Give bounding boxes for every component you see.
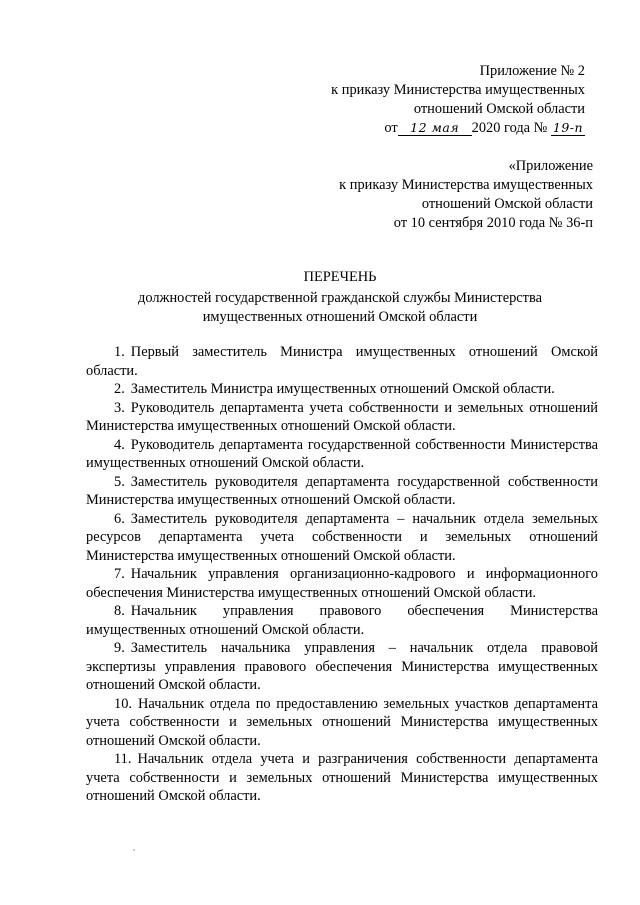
date-prefix: от [384,120,398,136]
item-text: Заместитель Министра имущественных отношений Омской области. [130,381,555,397]
list-item [86,343,598,380]
item-number: 2. [114,381,125,397]
appendix-ministry-line: отношений Омской области [413,101,585,117]
item-text: Заместитель начальника управления – начальник отдела правовой экспертизы управления правового обеспечения Министерства имущественных отношений Омской области. [86,640,598,693]
item-text: Руководитель департамента государственной собственности Министерства имущественных отношений Омской области. [86,436,598,471]
list-item [86,436,598,473]
document-subtitle-line1: должностей государственной гражданской службы Министерства [138,290,542,306]
appendix-date-line [331,119,585,138]
list-item [86,510,598,566]
list-item [86,380,598,399]
list-item [86,565,598,602]
handwritten-number: 19-п [552,120,584,135]
item-number: 10. [114,695,132,712]
item-text: Начальник управления правового обеспечения Министерства имущественных отношений Омской области. [86,603,598,638]
original-appendix-title: «Приложение [508,158,593,174]
appendix-title: Приложение № 2 [479,63,585,79]
document-subtitle-line2: имущественных отношений Омской области [202,309,478,325]
item-number: 3. [114,399,125,416]
list-item [86,602,598,639]
item-text: Первый заместитель Министра имущественных отношений Омской области. [86,344,598,379]
document-title-block [80,268,600,327]
document-title: ПЕРЕЧЕНЬ [303,269,377,285]
list-item [86,750,598,806]
appendix-order-line: к приказу Министерства имущественных [331,82,585,98]
item-text: Начальник отдела учета и разграничения собственности департамента учета собственности и земельных отношений Министерства имущественных отношений Омской области. [86,751,598,804]
positions-list [86,343,598,806]
list-item [86,695,598,751]
list-item [86,399,598,436]
item-number: 8. [114,603,125,619]
item-text: Начальник управления организационно-кадрового и информационного обеспечения Министерства имущественных отношений Омской области. [86,566,598,601]
item-number: 6. [114,510,125,527]
appendix-header [331,62,585,138]
original-appendix-ministry-line: отношений Омской области [421,196,593,212]
item-number: 4. [114,436,125,453]
item-number: 5. [114,473,125,490]
list-item [86,639,598,695]
item-text: Заместитель руководителя департамента – начальник отдела земельных ресурсов департамента учета собственности и земельных отношений Министерства имущественных отношений Омской области. [86,510,598,564]
item-number: 7. [114,566,125,582]
item-number: 1. [114,344,125,360]
date-year: 2020 года № [471,120,548,136]
original-appendix-header [339,157,593,233]
list-item [86,473,598,510]
item-number: 11. [114,751,132,767]
handwritten-date: 12 мая [398,120,472,136]
item-text: Руководитель департамента учета собственности и земельных отношений Министерства имущественных отношений Омской области. [86,399,598,434]
original-appendix-order-line: к приказу Министерства имущественных [339,177,593,193]
original-appendix-date-line: от 10 сентября 2010 года № 36-п [393,215,593,231]
item-text: Начальник отдела по предоставлению земельных участков департамента учета собственности и земельных отношений Министерства имущественных отношений Омской области. [86,695,598,749]
scan-speck [133,849,135,851]
item-text: Заместитель руководителя департамента государственной собственности Министерства имущественных отношений Омской области. [86,473,598,508]
item-number: 9. [114,640,125,656]
